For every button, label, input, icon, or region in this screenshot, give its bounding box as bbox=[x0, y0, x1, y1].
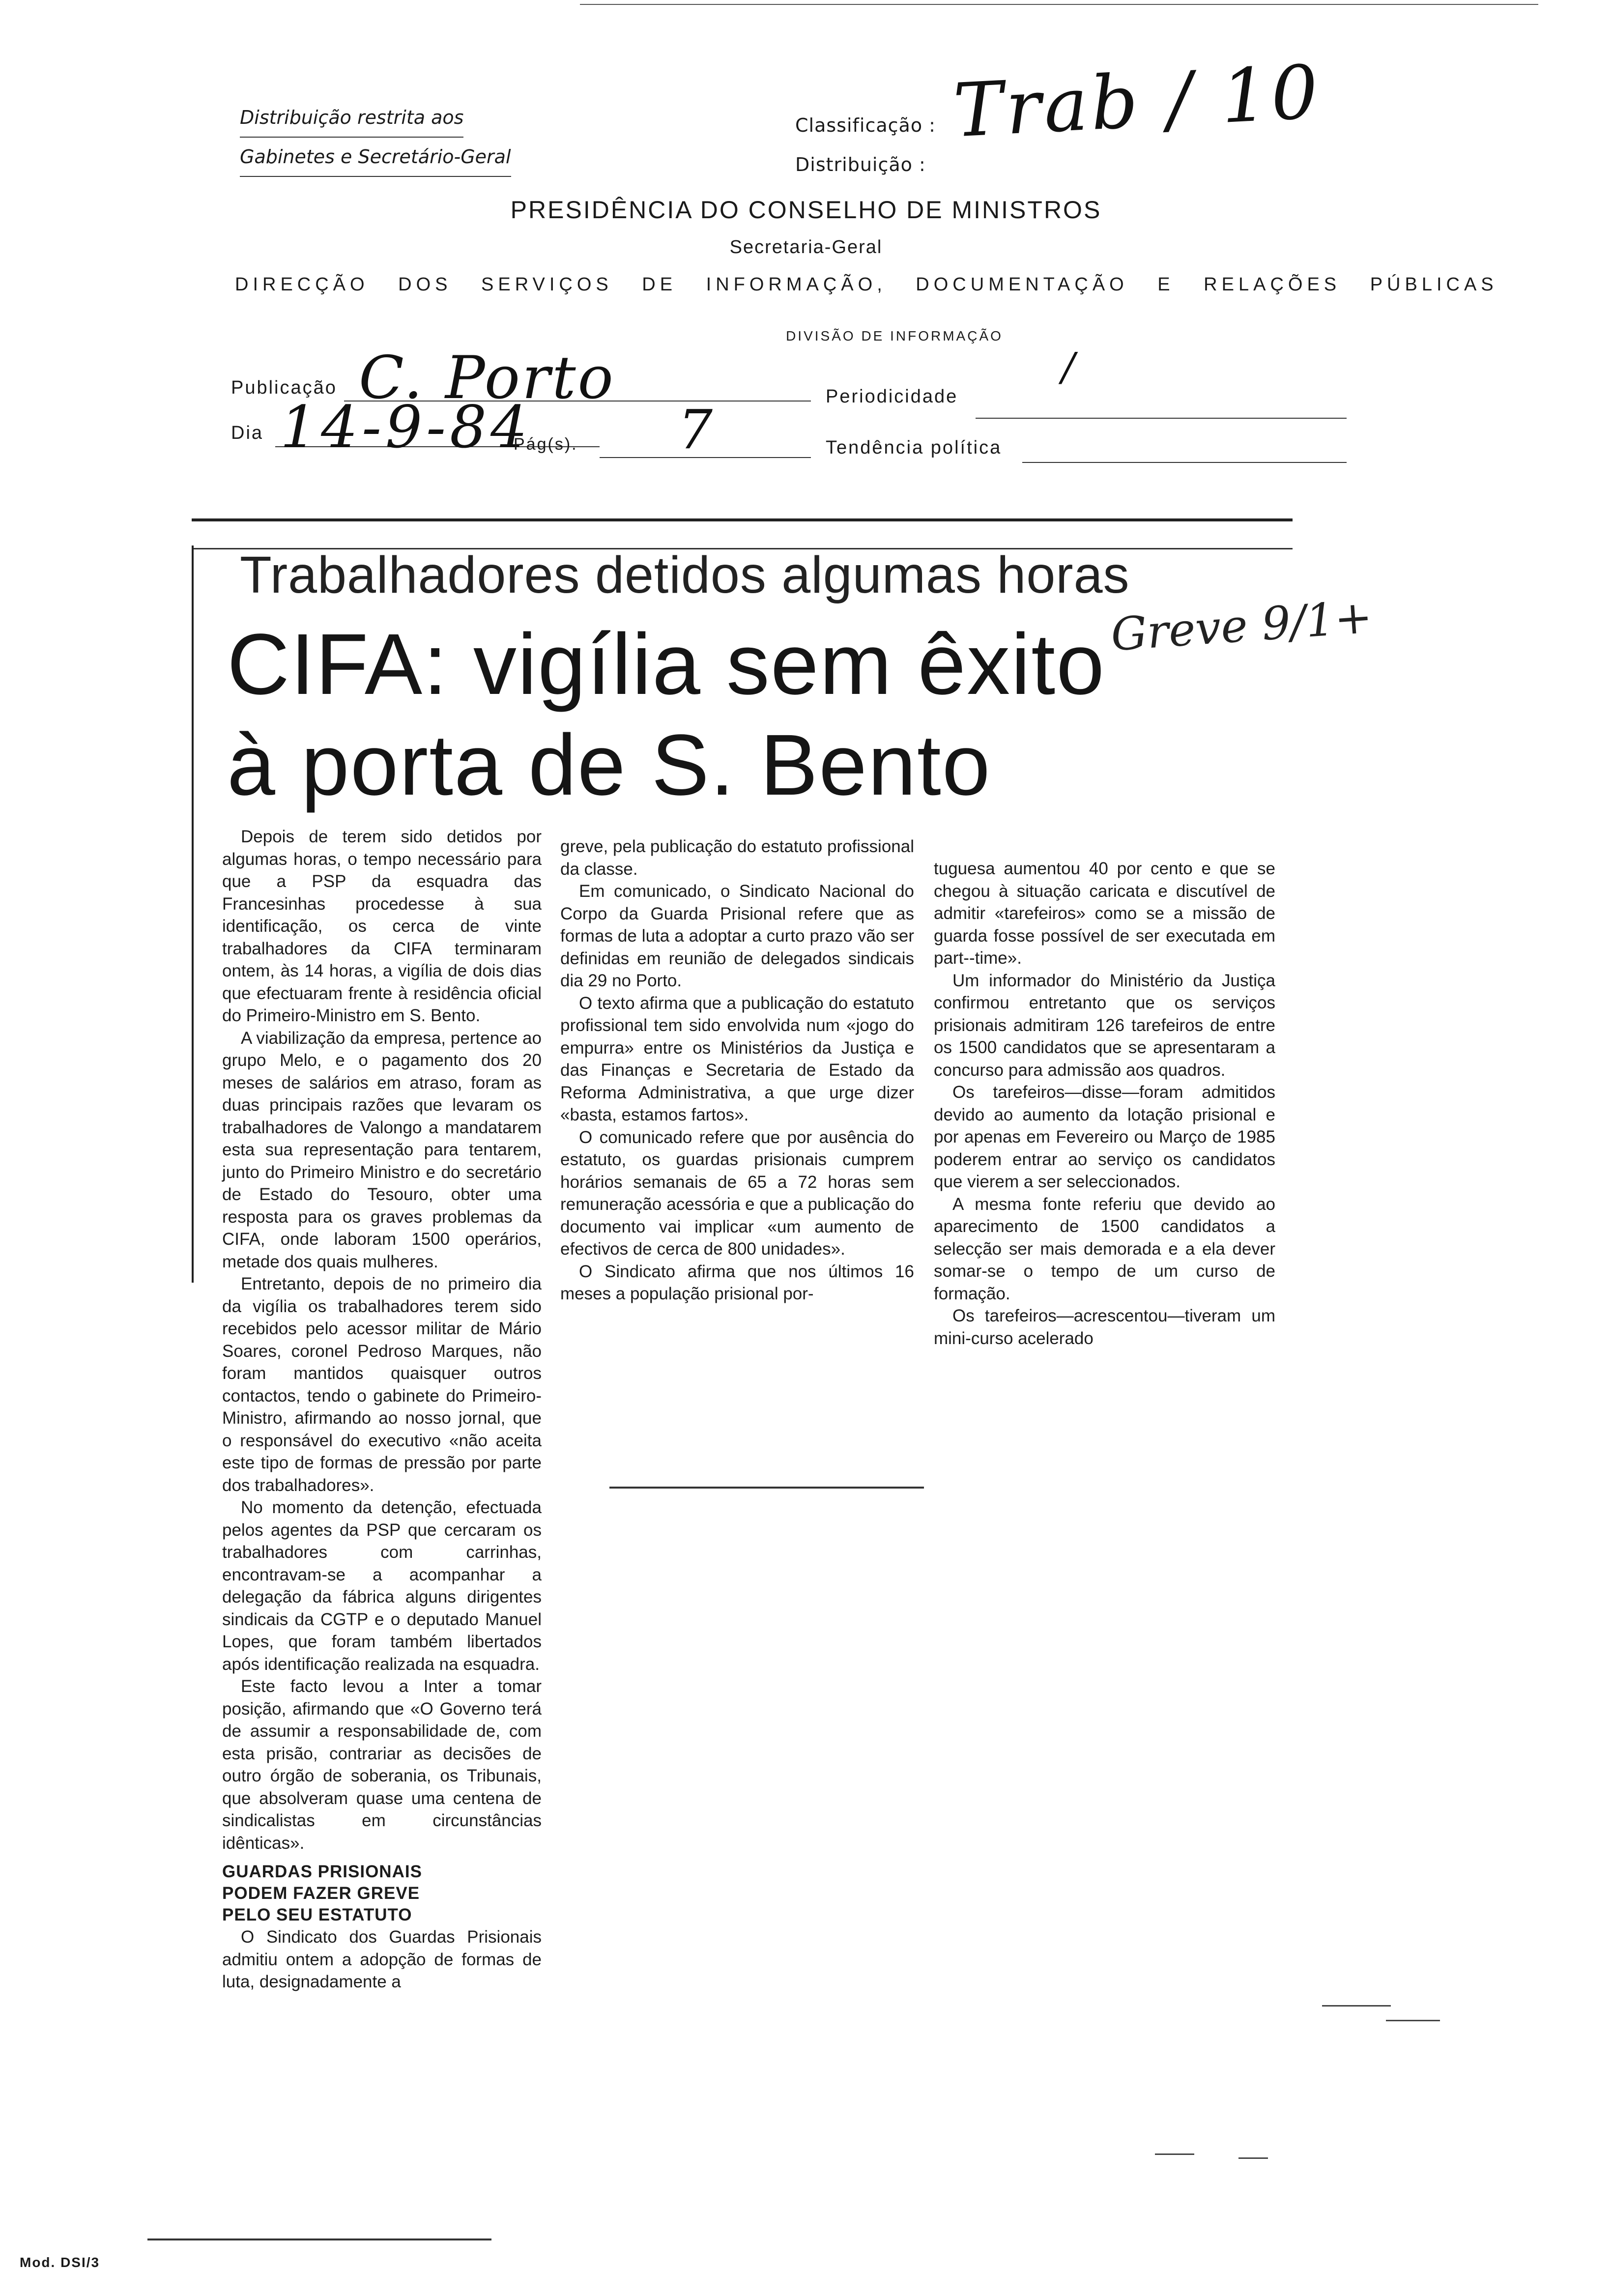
publication-value: C. Porto bbox=[359, 344, 615, 412]
col1-paragraph-2: A viabilização da empresa, pertence ao grupo Melo, e o pagamento dos 20 meses de salários em atraso, foram as duas principais razões que levaram os trabalhadores de Valongo a mandatarem esta sua representação para tentarem, junto do Primeiro Ministro e do secretário de Estado do Tesouro, obter uma resposta para os graves problemas da CIFA, onde laboram 1500 operários, metade dos quais mulheres. bbox=[222, 1028, 542, 1271]
secretariat-name: Secretaria-Geral bbox=[729, 237, 883, 258]
col1-paragraph-4: No momento da detenção, efectuada pelos agentes da PSP que cercaram os trabalhadores com carrinhas, encontravam-se a acompanhar a delegação da fábrica alguns dirigentes sindicais da CGTP e o deputado Manuel Lopes, que foram também libertados após identificação realizada na esquadra. bbox=[222, 1498, 542, 1674]
article-left-bar bbox=[192, 545, 194, 1283]
column-2-end-rule bbox=[609, 1487, 924, 1489]
col3-paragraph-3: Os tarefeiros—disse—foram admitidos devido ao aumento da lotação prisional e por apenas em Fevereiro ou Março de 1985 poderem entrar ao serviço os candidatos que vierem a ser seleccionados. bbox=[934, 1083, 1275, 1191]
publication-label: Publicação bbox=[231, 377, 337, 398]
col1-paragraph-3: Entretanto, depois de no primeiro dia da vigília os trabalhadores terem sido recebidos pelo acessor militar de Mário Soares, coronel Pedroso Marques, não foram mantidos quaisquer outros contactos, tendo o gabinete do Primeiro-Ministro, afirmando ao nosso jornal, que o responsável do executivo «não aceita este tipo de formas de pressão por parte dos trabalhadores». bbox=[222, 1274, 542, 1495]
distribution-label: Distribuição : bbox=[795, 154, 926, 175]
col3-paragraph-2: Um informador do Ministério da Justiça confirmou entretanto que os serviços prisionais admitiram 126 tarefeiros de entre os 1500 candidatos que se apresentaram a concurso para admissão aos quadros. bbox=[934, 971, 1275, 1080]
scan-mark bbox=[1238, 2157, 1268, 2159]
title-annotation: Greve 9/1+ bbox=[1109, 590, 1374, 661]
division-name: DIVISÃO DE INFORMAÇÃO bbox=[786, 328, 1003, 344]
tendency-label: Tendência política bbox=[826, 437, 1002, 458]
article-top-rule bbox=[192, 518, 1293, 521]
article-title-line-1: CIFA: vigília sem êxito bbox=[227, 616, 1106, 713]
col2-paragraph-3: O texto afirma que a publicação do estatuto profissional tem sido envolvida num «jogo do empurra» entre os Ministérios da Justiça e das Finanças e Secretaria de Estado da Reforma Administrativa, a que urge dizer «basta, estamos fartos». bbox=[560, 993, 914, 1124]
subhead-line-3: PELO SEU ESTATUTO bbox=[222, 1905, 412, 1924]
article-title-line-2: à porta de S. Bento bbox=[227, 717, 991, 813]
classification-label: Classificação : bbox=[795, 115, 936, 136]
periodicity-value: / bbox=[1062, 344, 1075, 390]
article-kicker: Trabalhadores detidos algumas horas bbox=[240, 546, 1130, 604]
article-title bbox=[227, 614, 1105, 816]
col1-paragraph-6: O Sindicato dos Guardas Prisionais admitiu ontem a adopção de formas de luta, designadamente a bbox=[222, 1927, 542, 1991]
col3-paragraph-1: tuguesa aumentou 40 por cento e que se chegou à situação caricata e discutível de admitir «tarefeiros» como se a missão de guarda fosse possível de ser executada em part--time». bbox=[934, 859, 1275, 968]
article-column-1 bbox=[222, 826, 542, 1993]
scan-mark bbox=[1322, 2005, 1391, 2007]
pages-label: Pág(s). bbox=[514, 435, 578, 454]
periodicity-underline bbox=[976, 418, 1347, 419]
pages-value: 7 bbox=[678, 398, 713, 461]
scan-mark bbox=[1155, 2153, 1194, 2155]
directorate-name: DIRECÇÃO DOS SERVIÇOS DE INFORMAÇÃO, DOCUMENTAÇÃO E RELAÇÕES PÚBLICAS bbox=[235, 274, 1498, 295]
article-column-3 bbox=[934, 858, 1275, 1349]
col2-paragraph-2: Em comunicado, o Sindicato Nacional do Corpo da Guarda Prisional refere que as formas de luta a adoptar a curto prazo vão ser definidas em reunião de delegados sindicais dia 29 no Porto. bbox=[560, 882, 914, 990]
col2-paragraph-1: greve, pela publicação do estatuto profissional da classe. bbox=[560, 837, 914, 879]
day-label: Dia bbox=[231, 423, 264, 443]
article-column-2 bbox=[560, 835, 914, 1305]
institution-name: PRESIDÊNCIA DO CONSELHO DE MINISTROS bbox=[510, 196, 1102, 224]
col1-paragraph-1: Depois de terem sido detidos por algumas horas, o tempo necessário para que a PSP da esquadra das Francesinhas procedesse à sua identificação, os cerca de vinte trabalhadores da CIFA terminaram ontem, às 14 horas, a vigília de dois dias que efectuaram frente à residência oficial do Primeiro-Ministro em S. Bento. bbox=[222, 827, 542, 1025]
tendency-underline bbox=[1022, 462, 1347, 463]
day-value: 14-9-84 bbox=[280, 393, 532, 461]
classification-block bbox=[795, 106, 936, 184]
col2-paragraph-5: O Sindicato afirma que nos últimos 16 meses a população prisional por- bbox=[560, 1262, 914, 1303]
column-1-end-rule bbox=[147, 2239, 491, 2240]
distribution-note bbox=[240, 98, 511, 177]
col2-paragraph-4: O comunicado refere que por ausência do estatuto, os guardas prisionais cumprem horários semanais de 65 a 72 horas sem remuneração acessória e que a publicação do documento vai implicar «um aumento de efectivos de cerca de 800 unidades». bbox=[560, 1127, 914, 1259]
classification-handwritten: Trab / 10 bbox=[951, 49, 1324, 154]
top-edge-rule bbox=[580, 4, 1538, 5]
subhead-line-2: PODEM FAZER GREVE bbox=[222, 1884, 420, 1903]
subhead-line-1: GUARDAS PRISIONAIS bbox=[222, 1862, 422, 1881]
col3-paragraph-5: Os tarefeiros—acrescentou—tiveram um mini-curso acelerado bbox=[934, 1306, 1275, 1348]
col1-paragraph-5: Este facto levou a Inter a tomar posição, afirmando que «O Governo terá de assumir a responsabilidade de, com esta prisão, contrariar as decisões de outro órgão de soberania, os Tribunais, que absolveram quase uma centena de sindicalistas em circunstâncias idênticas». bbox=[222, 1677, 542, 1853]
col3-paragraph-4: A mesma fonte referiu que devido ao aparecimento de 1500 candidatos a selecção ser mais demorada e a ela dever somar-se o tempo de um curso de formação. bbox=[934, 1194, 1275, 1303]
distribution-line-1: Distribuição restrita aos bbox=[240, 98, 463, 138]
scan-mark bbox=[1386, 2020, 1440, 2021]
form-code: Mod. DSI/3 bbox=[20, 2255, 100, 2270]
subhead-guardas-prisionais bbox=[222, 1861, 542, 1926]
periodicity-label: Periodicidade bbox=[826, 386, 958, 407]
distribution-line-2: Gabinetes e Secretário-Geral bbox=[240, 138, 511, 177]
